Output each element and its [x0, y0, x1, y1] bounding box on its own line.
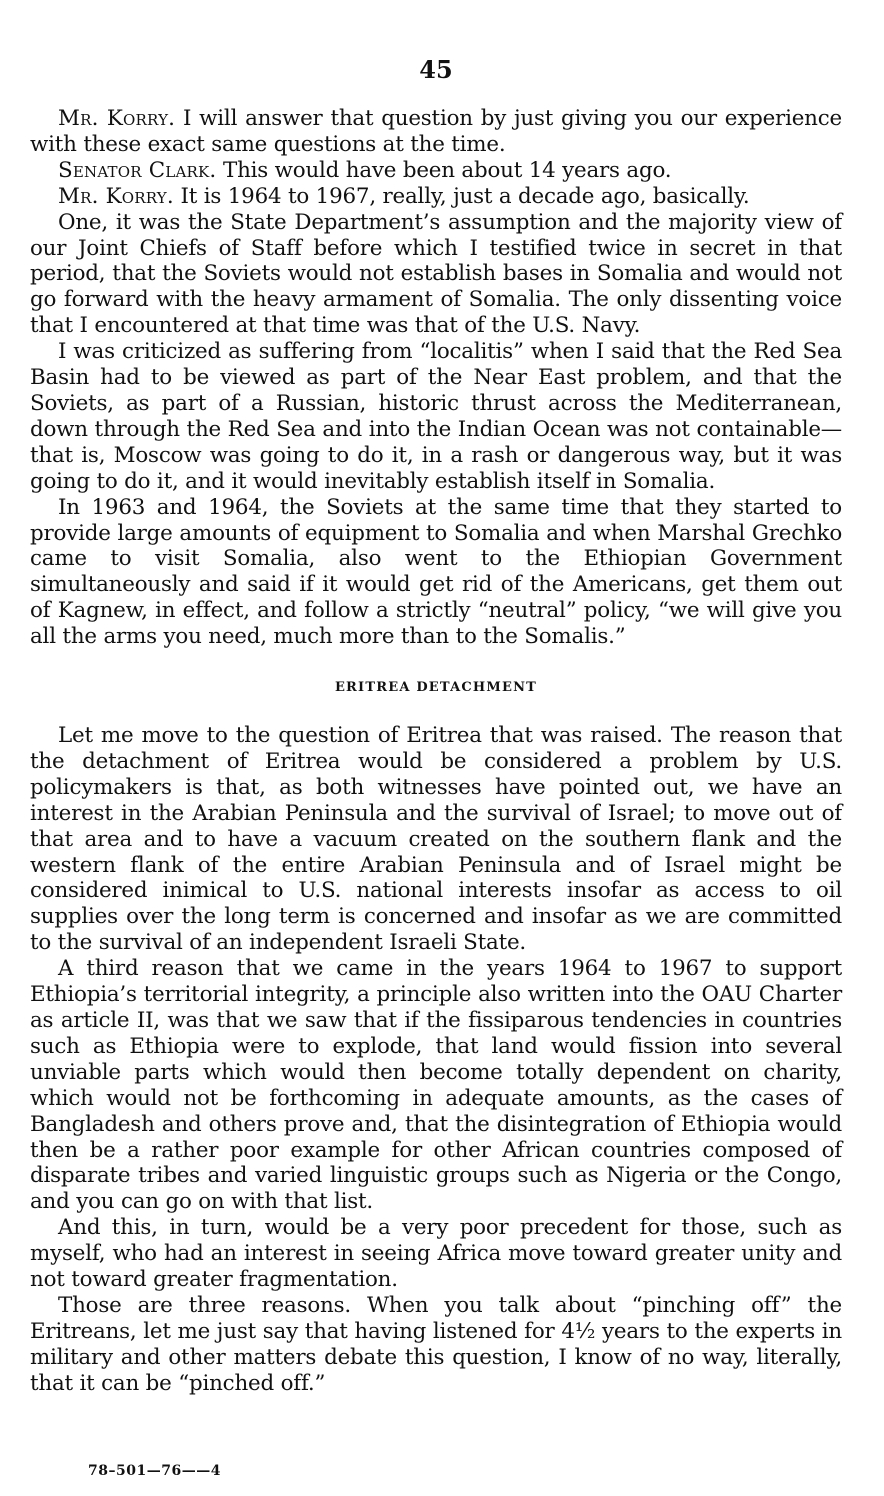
paragraph [30, 723, 842, 956]
paragraph [30, 106, 842, 158]
page-number: 45 [419, 55, 453, 84]
body-text-top [30, 106, 842, 650]
paragraph-text: And this, in turn, would be a very poor precedent for those, such as myself, who had an interest in seeing Africa move toward greater unity and not toward greater fragmentation. [30, 1215, 842, 1293]
footer-code: 78–501—76——4 [88, 1463, 221, 1479]
paragraph-text: I will answer that question by just giving you our experience with these exact same questions at the time. [30, 106, 843, 157]
section-heading: ERITREA DETACHMENT [334, 680, 538, 696]
paragraph-text: In 1963 and 1964, the Soviets at the same time that they started to provide large amounts of equipment to Somalia and when Marshal Grechko came to visit Somalia, also went to the Ethiopian Government simultaneously and said if it would get rid of the Americans, get them out of Kagnew, in effect, and follow a strictly “neutral” policy, “we will give you all the arms you need, much more than to the Somalis.” [30, 494, 842, 650]
paragraph-text: A third reason that we came in the years 1964 to 1967 to support Ethiopia’s territorial integrity, a principle also written into the OAU Charter as article II, was that we saw that if the fissiparous tendencies in countries such as Ethiopia were to explode, that land would fission into several unviable parts which would then become totally dependent on charity, which would not be forthcoming in adequate amounts, as the cases of Bangladesh and others prove and, that the disintegration of Ethiopia would then be a rather poor example for other African countries composed of disparate tribes and varied linguistic groups such as Nigeria or the Congo, and you can go on with that list. [30, 956, 842, 1215]
paragraph-text: It is 1964 to 1967, really, just a decade ago, basically. [173, 183, 750, 209]
paragraph-text: One, it was the State Department’s assumption and the majority view of our Joint Chiefs of Staff before which I testified twice in secret in that period, that the Soviets would not establish bases in Somalia and would not go forward with the heavy armament of Somalia. The only dissenting voice that I encountered at that time was that of the U.S. Navy. [30, 209, 842, 339]
paragraph-text: Let me move to the question of Eritrea that was raised. The reason that the detachment of Eritrea would be considered a problem by U.S. policymakers is that, as both witnesses have pointed out, we have an interest in the Arabian Peninsula and the survival of Israel; to move out of that area and to have a vacuum created on the southern flank and the western flank of the entire Arabian Peninsula and of Israel might be considered inimical to U.S. national interests insofar as access to oil supplies over the long term is concerned and insofar as we are committed to the survival of an independent Israeli State. [30, 723, 842, 956]
paragraph [30, 956, 842, 1215]
paragraph [30, 495, 842, 650]
paragraph-text: This would have been about 14 years ago. [216, 157, 672, 183]
speaker-name: Mr. Korry. [58, 106, 176, 131]
paragraph [30, 158, 842, 184]
paragraph-text: Those are three reasons. When you talk about “pinching off” the Eritreans, let me just say that having listened for 4½ years to the experts in military and other matters debate this question, I know of no way, literally, that it can be “pinched off.” [30, 1292, 842, 1396]
paragraph [30, 184, 842, 210]
paragraph [30, 1215, 842, 1293]
paragraph [30, 210, 842, 340]
speaker-name: Senator Clark. [58, 157, 217, 183]
paragraph [30, 339, 842, 494]
paragraph [30, 1293, 842, 1397]
speaker-name: Mr. Korry. [58, 183, 174, 209]
body-text-bottom [30, 723, 842, 1397]
paragraph-text: I was criticized as suffering from “localitis” when I said that the Red Sea Basin had to be viewed as part of the Near East problem, and that the Soviets, as part of a Russian, historic thrust across the Mediterranean, down through the Red Sea and into the Indian Ocean was not containable—that is, Moscow was going to do it, in a rash or dangerous way, but it was going to do it, and it would inevitably establish itself in Somalia. [30, 339, 842, 494]
